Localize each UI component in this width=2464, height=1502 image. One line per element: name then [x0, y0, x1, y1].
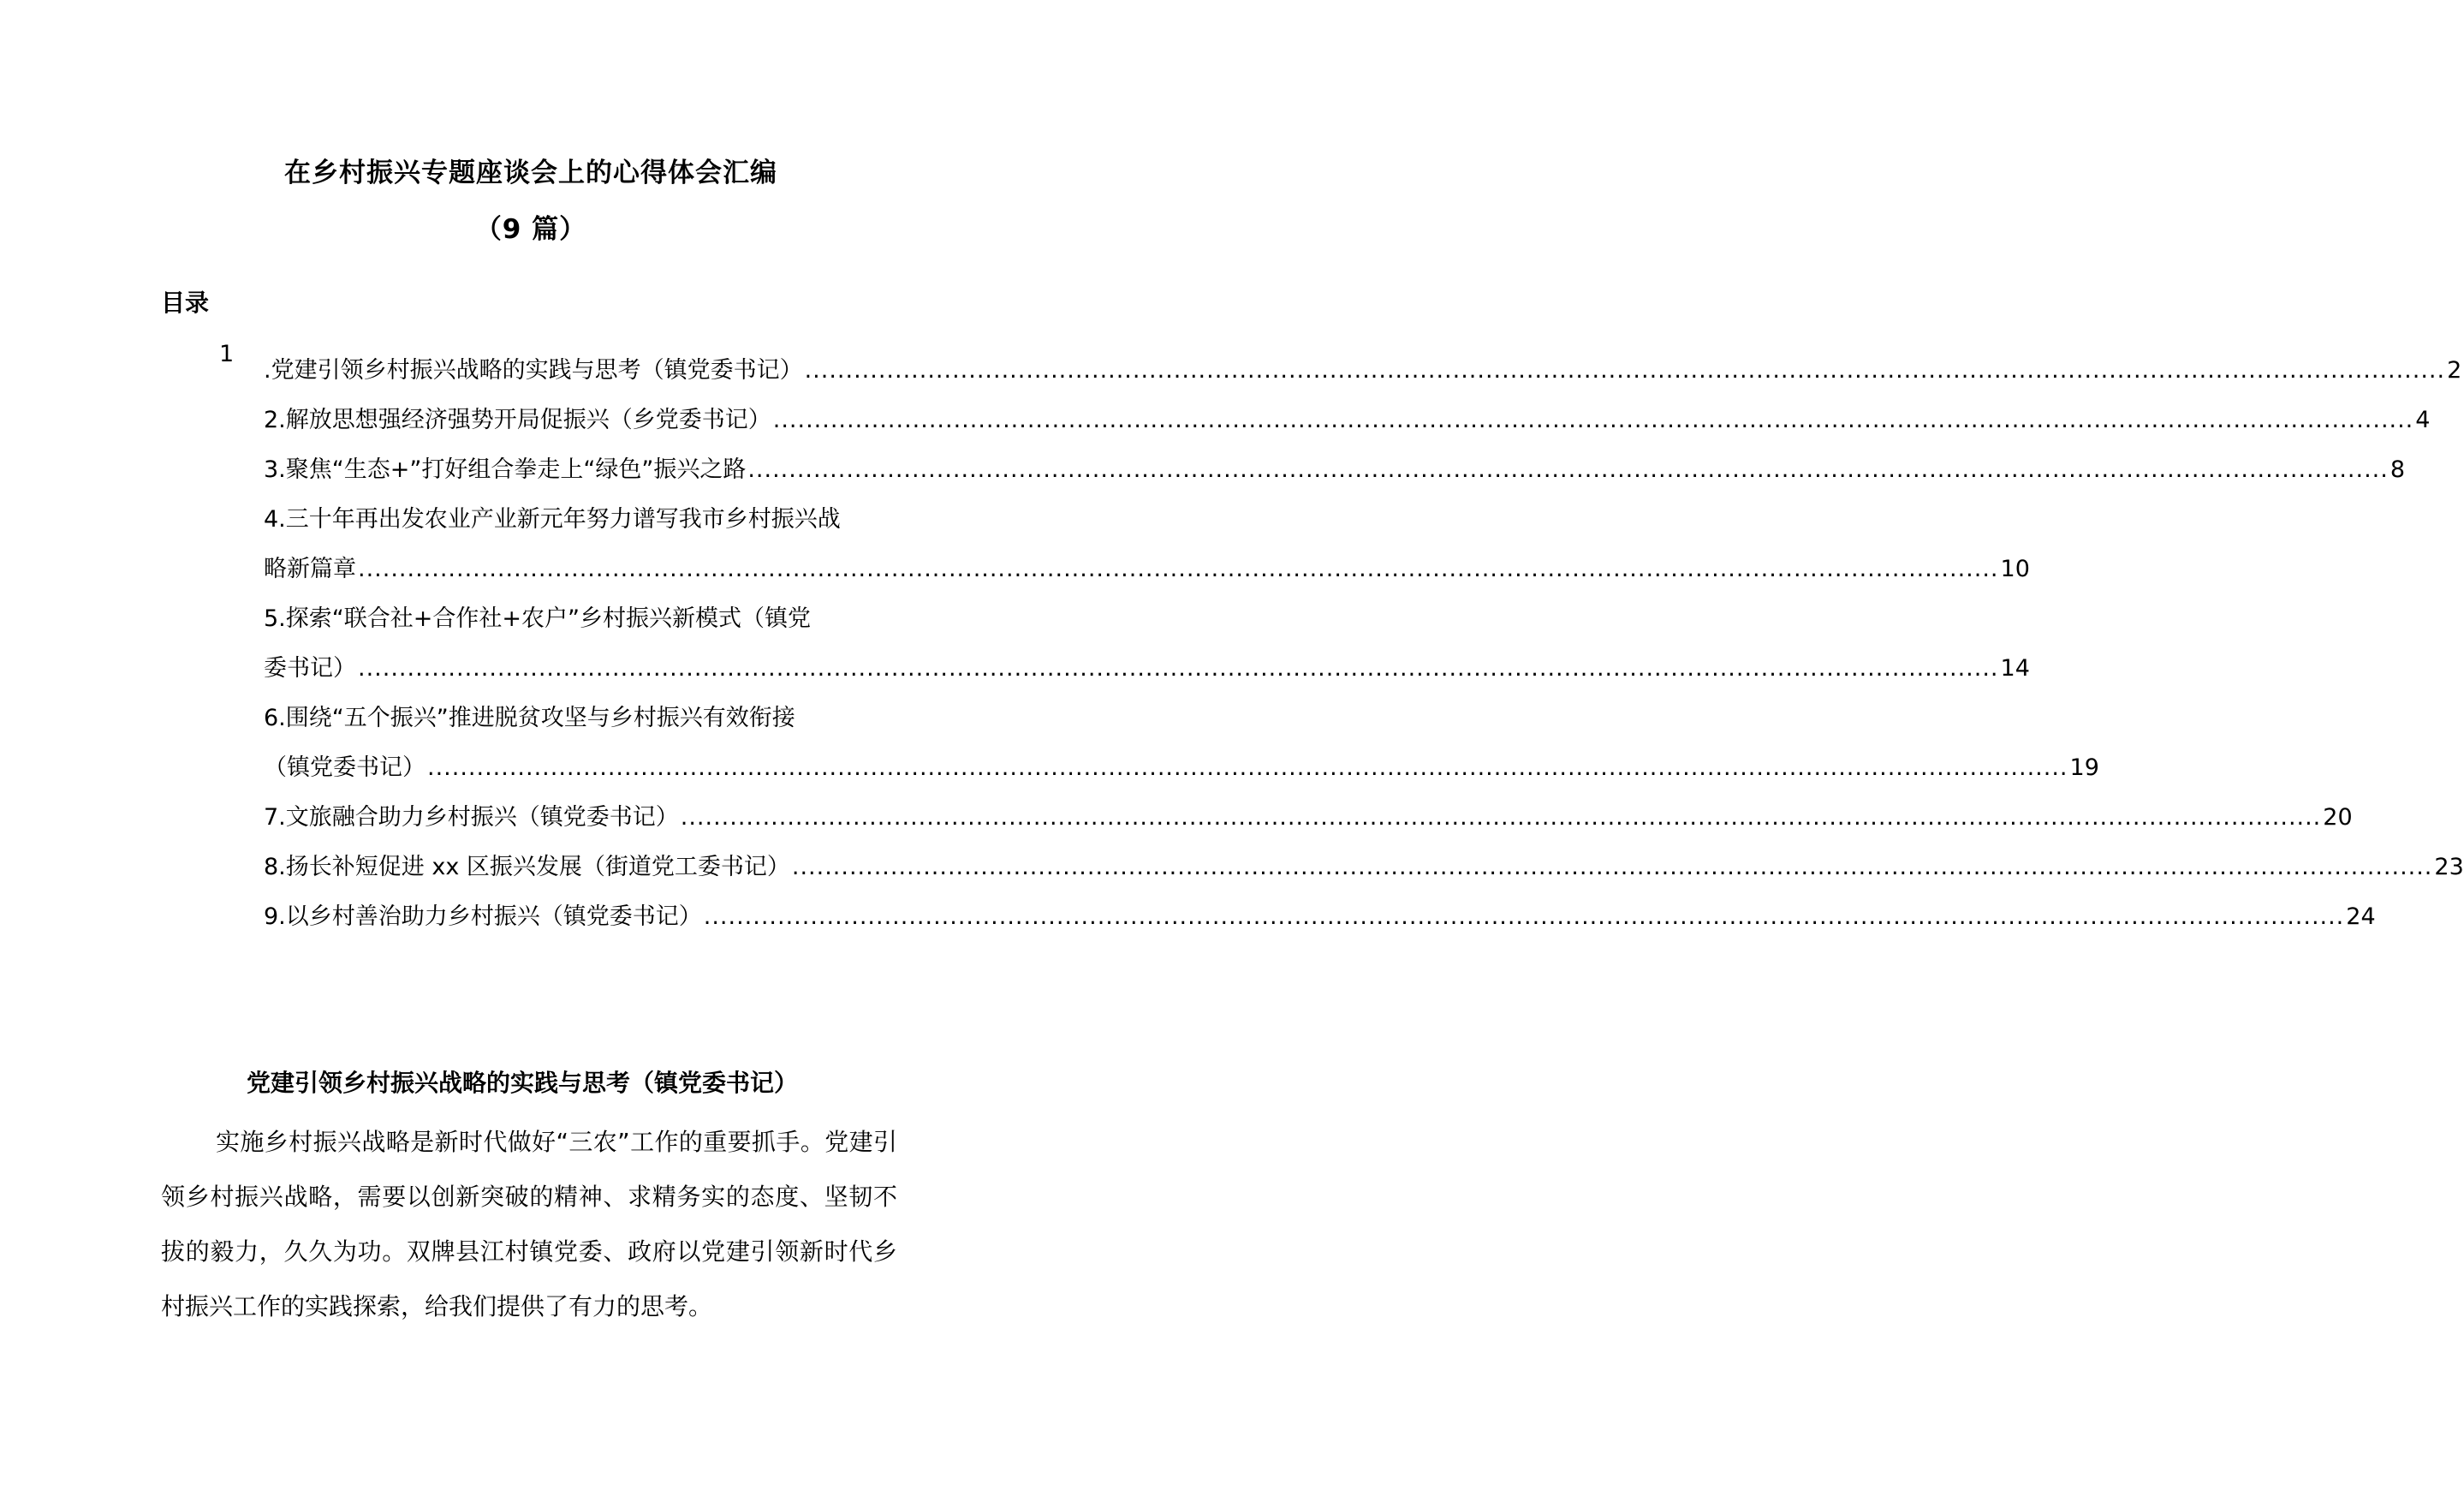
toc-entry[interactable]: [264, 500, 902, 539]
toc-entry[interactable]: [264, 599, 902, 639]
toc-entry-label: 9.以乡村善治助力乡村振兴（镇党委书记）: [264, 903, 702, 930]
toc-entry-label-continuation: 委书记）: [264, 655, 356, 682]
toc-entry-label: 5.探索“联合社+合作社+农户”乡村振兴新模式（镇党: [264, 605, 811, 632]
toc-entry-page: 2: [2447, 357, 2462, 384]
toc-entry-page: 24: [2346, 903, 2376, 930]
toc-entry-page: 8: [2390, 456, 2406, 483]
toc-leader: ........................................................................................................................................................................................................: [680, 804, 2322, 831]
toc-entry-continuation[interactable]: [264, 649, 2030, 688]
toc-entry-page: 23: [2434, 854, 2464, 880]
toc-leader: ........................................................................................................................................................................................................: [804, 357, 2446, 384]
toc-leader: ........................................................................................................................................................................................................: [791, 854, 2433, 880]
toc-entry-label: 4.三十年再出发农业产业新元年努力谱写我市乡村振兴战: [264, 506, 841, 533]
toc-leader: ........................................................................................................................................................................................................: [703, 903, 2345, 930]
toc-entry-label: 6.围绕“五个振兴”推进脱贫攻坚与乡村振兴有效衔接: [264, 705, 795, 731]
toc-leader: ........................................................................................................................................................................................................: [358, 655, 1999, 682]
toc-entry[interactable]: [264, 351, 2462, 390]
toc-leader: ........................................................................................................................................................................................................: [358, 556, 1999, 582]
toc-leader: ........................................................................................................................................................................................................: [427, 754, 2068, 781]
document-title: 在乡村振兴专题座谈会上的心得体会汇编: [284, 158, 777, 188]
toc-entry-label: 7.文旅融合助力乡村振兴（镇党委书记）: [264, 804, 679, 831]
toc-entry[interactable]: [264, 897, 2376, 937]
toc-entry-continuation[interactable]: [264, 550, 2030, 589]
toc-number-line: 1: [219, 341, 235, 367]
toc-entry-label: 2.解放思想强经济强势开局促振兴（乡党委书记）: [264, 407, 771, 433]
toc-entry-page: 4: [2415, 407, 2431, 433]
toc-entry-label-continuation: （镇党委书记）: [264, 754, 426, 781]
toc-entry[interactable]: [264, 699, 902, 738]
toc-entry[interactable]: [264, 450, 2406, 490]
toc-entry-page: 14: [2000, 655, 2030, 682]
toc-entry-label: .党建引领乡村振兴战略的实践与思考（镇党委书记）: [264, 357, 803, 384]
toc-heading: 目录: [161, 289, 210, 317]
document-subtitle: （9 篇）: [474, 214, 587, 245]
body-paragraph: 实施乡村振兴战略是新时代做好“三农”工作的重要抓手。党建引领乡村振兴战略，需要以创新突破的精神、求精务实的态度、坚韧不拔的毅力，久久为功。双牌县江村镇党委、政府以党建引领新时代乡村振兴工作的实践探索，给我们提供了有力的思考。: [161, 1128, 897, 1320]
toc-entry-page: 10: [2000, 556, 2030, 582]
section-heading: 党建引领乡村振兴战略的实践与思考（镇党委书记）: [247, 1069, 799, 1097]
toc-entry[interactable]: [264, 848, 2464, 887]
toc-leader: ........................................................................................................................................................................................................: [747, 456, 2389, 483]
toc-leader: ........................................................................................................................................................................................................: [772, 407, 2414, 433]
toc-entry-continuation[interactable]: [264, 748, 2099, 788]
toc-entry-label: 3.聚焦“生态+”打好组合拳走上“绿色”振兴之路: [264, 456, 747, 483]
toc-entry-page: 19: [2069, 754, 2099, 781]
toc-entry[interactable]: [264, 798, 2353, 837]
toc-entry[interactable]: [264, 401, 2431, 440]
toc-entry-label: 8.扬长补短促进 xx 区振兴发展（街道党工委书记）: [264, 854, 790, 880]
toc-entry-label-continuation: 略新篇章: [264, 556, 356, 582]
toc-entry-page: 20: [2323, 804, 2353, 831]
